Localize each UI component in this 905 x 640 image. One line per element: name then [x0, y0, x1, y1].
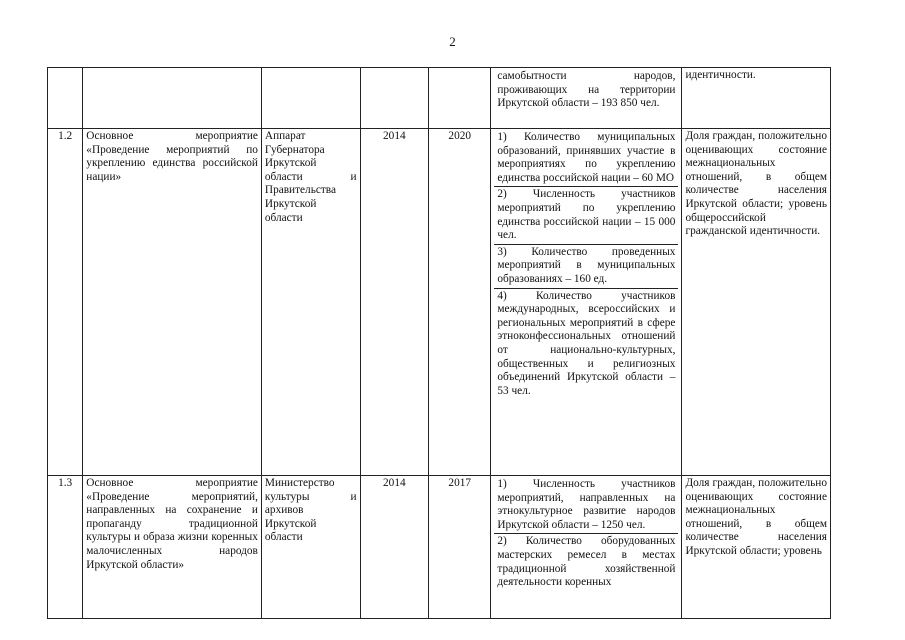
row-number-cell: 1.2 — [48, 129, 83, 476]
start-year-cell — [360, 68, 429, 129]
end-year-cell: 2017 — [429, 476, 491, 619]
event-cell: Основное мероприятие «Проведение мероприятий, направленных на сохранение и пропаганду традиционной культуры и образа жизни коренных малочисленных народов Иркутской области» — [83, 476, 262, 619]
start-year-cell: 2014 — [360, 129, 429, 476]
indicator-item: 1) Численность участников мероприятий, направленных на этнокультурное развитие народов Иркутской области – 1250 чел. — [497, 478, 676, 531]
start-year-cell: 2014 — [360, 476, 429, 619]
indicator-item: 2) Количество оборудованных мастерских ремесел в местах традиционной хозяйственной деятельности коренных — [494, 533, 678, 590]
row-number-cell: 1.3 — [48, 476, 83, 619]
table-row — [48, 129, 831, 476]
target-indicator-cell: Доля граждан, положительно оценивающих состояние межнациональных отношений, в общем количестве населения Иркутской области; уровень общероссийской гражданской идентичности. — [682, 129, 831, 476]
event-cell: Основное мероприятие «Проведение мероприятий по укреплению единства российской нации» — [83, 129, 262, 476]
indicator-item: 1) Количество муниципальных образований, принявших участие в мероприятиях по укреплению единства российской нации – 60 МО — [497, 131, 676, 184]
indicator-item: 2) Численность участников мероприятий по укреплению единства российской нации – 15 000 чел. — [494, 186, 678, 243]
indicator-item: самобытности народов, проживающих на территории Иркутской области – 193 850 чел. — [497, 70, 676, 110]
indicators-cell — [491, 129, 682, 476]
table-row — [48, 68, 831, 129]
end-year-cell — [429, 68, 491, 129]
executor-cell: Аппарат Губернатора Иркутской области и Правительства Иркутской области — [261, 129, 360, 476]
executor-cell: Министерство культуры и архивов Иркутской области — [261, 476, 360, 619]
executor-cell — [261, 68, 360, 129]
program-table — [47, 67, 831, 619]
event-cell — [83, 68, 262, 129]
table-row — [48, 476, 831, 619]
indicators-cell — [491, 68, 682, 129]
indicator-item: 3) Количество проведенных мероприятий в муниципальных образованиях – 160 ед. — [494, 244, 678, 288]
target-indicator-cell: Доля граждан, положительно оценивающих состояние межнациональных отношений, в общем количестве населения Иркутской области; уровень — [682, 476, 831, 619]
indicator-item: 4) Количество участников международных, всероссийских и региональных мероприятий в сфере этноконфессиональных отношений от национально-культурных, общественных и религиозных объединений Иркутской области – 53 чел. — [494, 288, 678, 400]
row-number-cell — [48, 68, 83, 129]
target-indicator-cell: идентичности. — [682, 68, 831, 129]
indicators-cell — [491, 476, 682, 619]
page-number: 2 — [449, 34, 456, 49]
end-year-cell: 2020 — [429, 129, 491, 476]
